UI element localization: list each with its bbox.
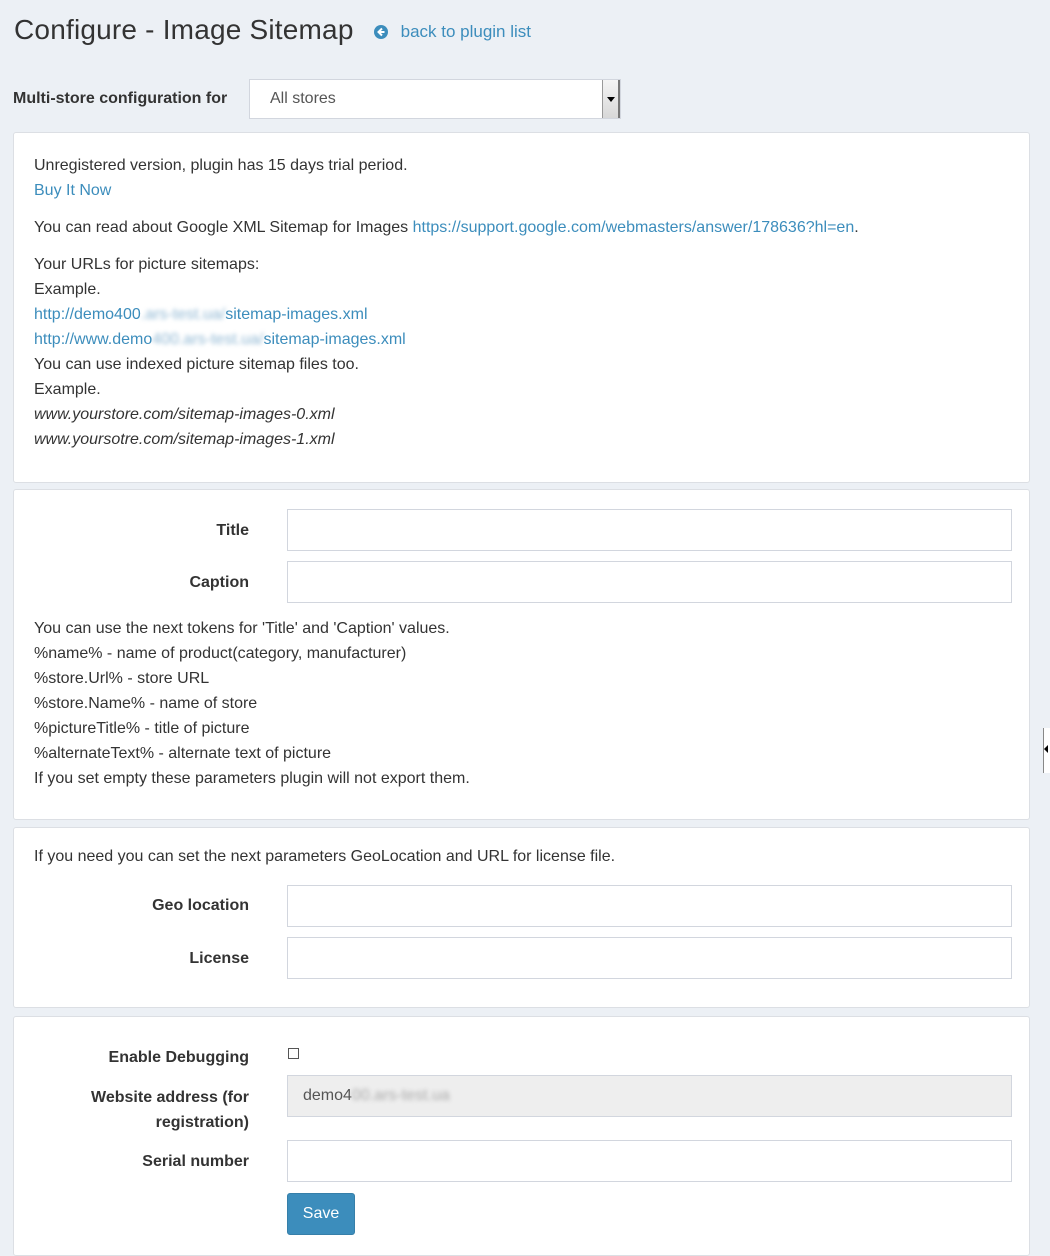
license-input[interactable]	[287, 937, 1012, 979]
store-scope-label: Multi-store configuration for	[13, 90, 228, 107]
token-line: %store.Url% - store URL	[34, 670, 210, 687]
token-line: %name% - name of product(category, manufacturer)	[34, 645, 407, 662]
serial-number-label: Serial number	[142, 1153, 249, 1170]
example-label: Example.	[34, 381, 101, 398]
token-line: If you set empty these parameters plugin will not export them.	[34, 770, 470, 787]
title-caption-panel	[13, 489, 1030, 820]
enable-debugging-label: Enable Debugging	[108, 1049, 249, 1066]
store-scope-selected: All stores	[270, 90, 336, 107]
caption-input[interactable]	[287, 561, 1012, 603]
save-button[interactable]: Save	[287, 1193, 355, 1235]
title-label: Title	[216, 522, 249, 539]
arrow-circle-left-icon	[374, 25, 388, 39]
buy-it-now-link[interactable]: Buy It Now	[34, 182, 112, 199]
chevron-down-icon[interactable]	[602, 80, 620, 118]
sitemap-www-url-link[interactable]: http://www.demo400.ars-test.ua/sitemap-images.xml	[34, 331, 406, 348]
token-line: You can use the next tokens for 'Title' and 'Caption' values.	[34, 620, 450, 637]
token-line: %pictureTitle% - title of picture	[34, 720, 250, 737]
urls-heading: Your URLs for picture sitemaps:	[34, 256, 260, 273]
license-label: License	[189, 950, 249, 967]
website-address-input: demo4 00.ars-test.ua	[287, 1075, 1012, 1117]
token-line: %alternateText% - alternate text of picture	[34, 745, 332, 762]
back-link-label: back to plugin list	[400, 22, 532, 41]
caption-label: Caption	[189, 574, 249, 591]
website-address-label: Website address (for registration)	[91, 1089, 249, 1131]
store-scope-select[interactable]	[249, 79, 621, 119]
edge-collapse-handle[interactable]	[1043, 728, 1050, 773]
page-header	[14, 14, 531, 46]
back-to-plugin-list-link[interactable]	[374, 22, 531, 42]
indexed-text: You can use indexed picture sitemap files too.	[34, 356, 359, 373]
token-line: %store.Name% - name of store	[34, 695, 258, 712]
token-help	[34, 616, 470, 791]
example-label: Example.	[34, 281, 101, 298]
info-panel	[13, 132, 1030, 483]
serial-number-input[interactable]	[287, 1140, 1012, 1182]
registration-panel	[13, 1016, 1030, 1256]
trial-text: Unregistered version, plugin has 15 days trial period.	[34, 157, 408, 174]
indexed-example: www.yoursotre.com/sitemap-images-1.xml	[34, 431, 335, 448]
geo-note: If you need you can set the next parameters GeoLocation and URL for license file.	[34, 848, 616, 865]
geo-location-label: Geo location	[152, 897, 249, 914]
geo-location-input[interactable]	[287, 885, 1012, 927]
google-support-link[interactable]: https://support.google.com/webmasters/answer/178636?hl=en	[412, 219, 855, 236]
geo-license-panel	[13, 827, 1030, 1008]
title-input[interactable]	[287, 509, 1012, 551]
indexed-example: www.yourstore.com/sitemap-images-0.xml	[34, 406, 335, 423]
page-title: Configure - Image Sitemap	[14, 14, 354, 45]
store-scope-row	[13, 79, 621, 119]
enable-debugging-checkbox[interactable]	[288, 1048, 299, 1059]
sitemap-url-link[interactable]: http://demo400.ars-test.ua/sitemap-images.xml	[34, 306, 368, 323]
read-about-text: You can read about Google XML Sitemap for Images https://support.google.com/webmasters/answer/178636?hl=en.	[34, 219, 859, 236]
